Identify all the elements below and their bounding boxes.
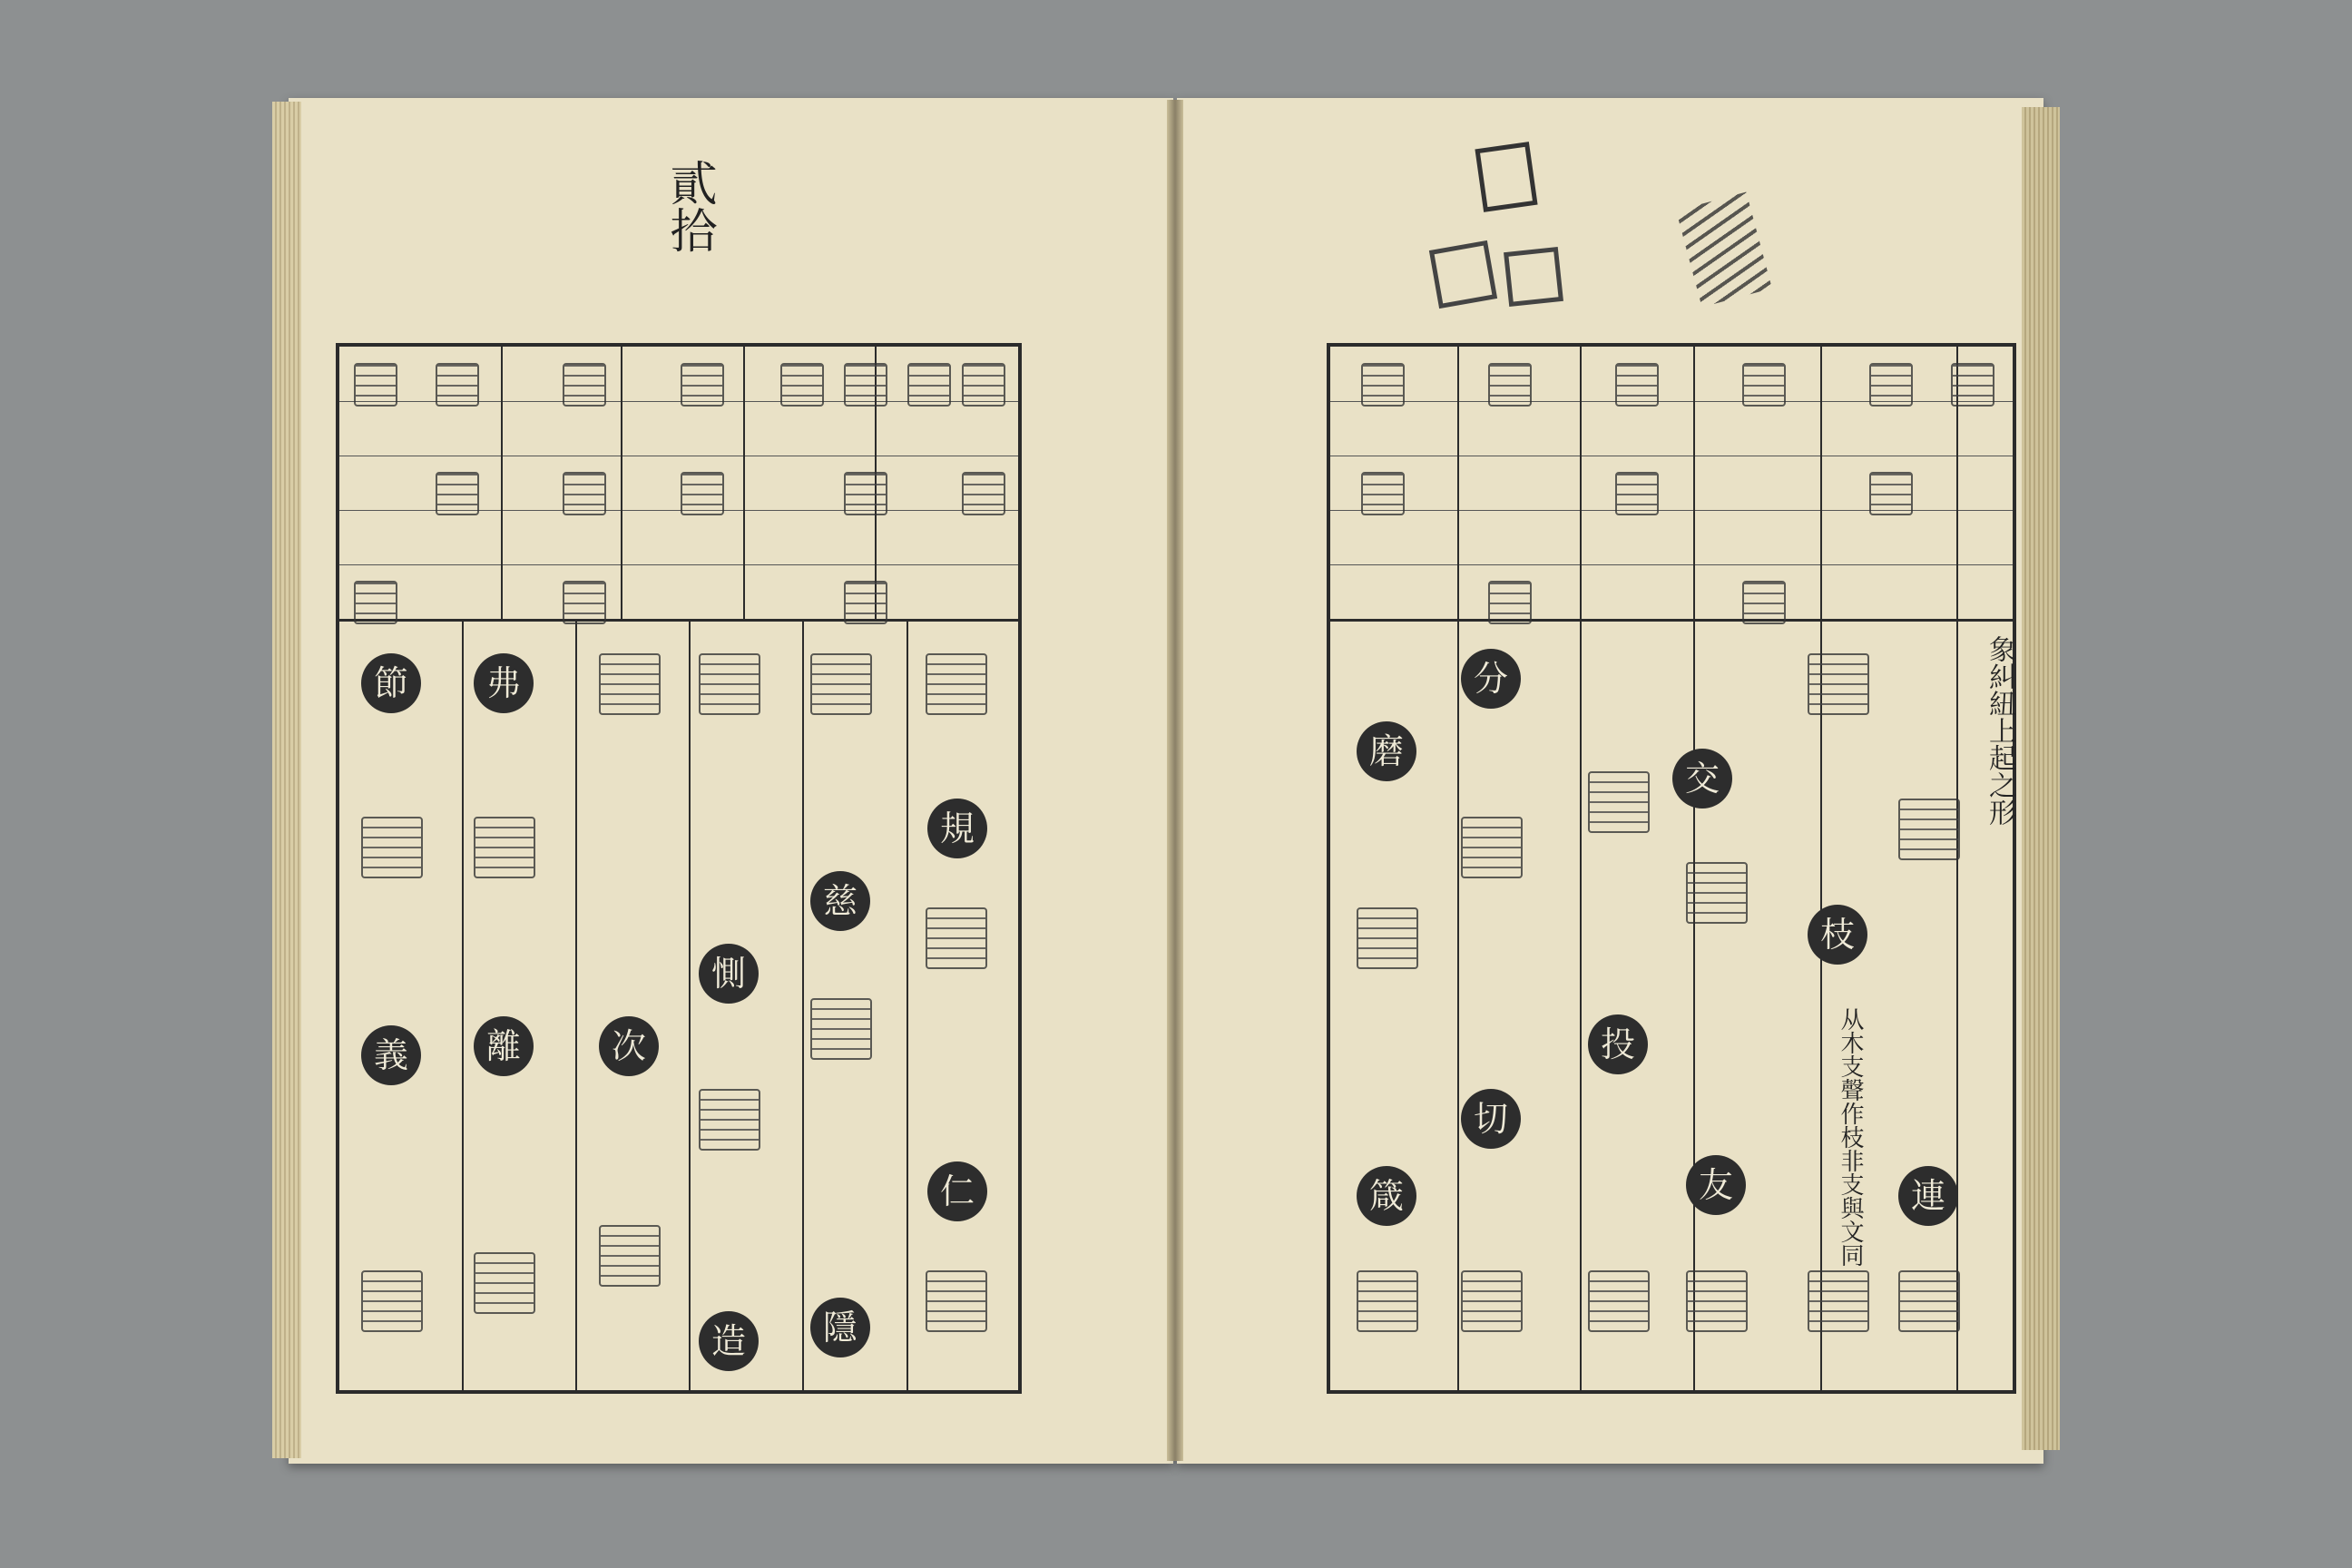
seal-script-glyph: [1686, 862, 1748, 924]
seal-mark: 切: [1461, 1089, 1521, 1149]
seal-mark: 造: [699, 1311, 759, 1371]
seal-script-glyph: [1869, 472, 1913, 515]
seal-mark: 箴: [1357, 1166, 1416, 1226]
seal-script-glyph: [1951, 363, 1994, 407]
seal-script-glyph: [810, 653, 872, 715]
seal-script-glyph: [681, 472, 724, 515]
ownership-stamp: [1504, 247, 1563, 307]
seal-mark: 分: [1461, 649, 1521, 709]
right-page-edges: [2022, 107, 2060, 1450]
seal-mark: 義: [361, 1025, 421, 1085]
seal-script-glyph: [436, 363, 479, 407]
seal-script-glyph: [474, 817, 535, 878]
seal-script-glyph: [1615, 472, 1659, 515]
seal-mark: 規: [927, 799, 987, 858]
left-page-edges: [272, 102, 301, 1458]
seal-script-glyph: [599, 653, 661, 715]
seal-script-glyph: [907, 363, 951, 407]
seal-script-glyph: [844, 581, 887, 624]
seal-script-glyph: [926, 653, 987, 715]
seal-script-glyph: [681, 363, 724, 407]
seal-script-glyph: [1357, 907, 1418, 969]
seal-mark: 節: [361, 653, 421, 713]
seal-script-glyph: [1869, 363, 1913, 407]
annotation-note: 象糾紐上起之形: [1984, 635, 2015, 826]
seal-script-glyph: [1742, 581, 1786, 624]
seal-script-glyph: [563, 472, 606, 515]
seal-script-glyph: [361, 817, 423, 878]
seal-script-glyph: [361, 1270, 423, 1332]
seal-mark: 枝: [1808, 905, 1867, 965]
seal-mark: 投: [1588, 1014, 1648, 1074]
seal-script-glyph: [926, 1270, 987, 1332]
seal-script-glyph: [1488, 581, 1532, 624]
seal-script-glyph: [699, 653, 760, 715]
seal-script-glyph: [962, 472, 1005, 515]
seal-mark: 次: [599, 1016, 659, 1076]
seal-script-glyph: [1686, 1270, 1748, 1332]
seal-mark: 惻: [699, 944, 759, 1004]
seal-script-glyph: [810, 998, 872, 1060]
seal-script-glyph: [354, 581, 397, 624]
seal-script-glyph: [599, 1225, 661, 1287]
seal-script-glyph: [699, 1089, 760, 1151]
seal-script-glyph: [1461, 817, 1523, 878]
seal-script-glyph: [926, 907, 987, 969]
seal-script-glyph: [1461, 1270, 1523, 1332]
seal-script-glyph: [474, 1252, 535, 1314]
seal-script-glyph: [1898, 799, 1960, 860]
seal-mark: 交: [1672, 749, 1732, 808]
seal-script-glyph: [563, 363, 606, 407]
ownership-stamp: [1429, 240, 1497, 309]
seal-script-glyph: [563, 581, 606, 624]
seal-mark: 仁: [927, 1161, 987, 1221]
seal-script-glyph: [1588, 1270, 1650, 1332]
right-text-frame: [1327, 343, 2016, 1394]
seal-mark: 磨: [1357, 721, 1416, 781]
book-gutter: [1167, 100, 1183, 1461]
seal-script-glyph: [1357, 1270, 1418, 1332]
seal-script-glyph: [1898, 1270, 1960, 1332]
ownership-stamp: [1475, 142, 1537, 212]
seal-mark: 連: [1898, 1166, 1958, 1226]
seal-script-glyph: [1361, 472, 1405, 515]
seal-mark: 隱: [810, 1298, 870, 1357]
seal-mark: 友: [1686, 1155, 1746, 1215]
left-folio-number: 貳拾: [662, 159, 716, 253]
seal-script-glyph: [1742, 363, 1786, 407]
seal-script-glyph: [1488, 363, 1532, 407]
seal-script-glyph: [436, 472, 479, 515]
seal-script-glyph: [844, 472, 887, 515]
seal-script-glyph: [962, 363, 1005, 407]
seal-mark: 弗: [474, 653, 534, 713]
seal-script-glyph: [844, 363, 887, 407]
seal-mark: 慈: [810, 871, 870, 931]
seal-script-glyph: [1615, 363, 1659, 407]
seal-script-glyph: [1808, 653, 1869, 715]
seal-mark: 離: [474, 1016, 534, 1076]
seal-script-glyph: [354, 363, 397, 407]
seal-script-glyph: [780, 363, 824, 407]
annotation-note: 从木支聲作枝非支與文同: [1837, 1007, 1864, 1267]
seal-script-glyph: [1361, 363, 1405, 407]
seal-script-glyph: [1588, 771, 1650, 833]
